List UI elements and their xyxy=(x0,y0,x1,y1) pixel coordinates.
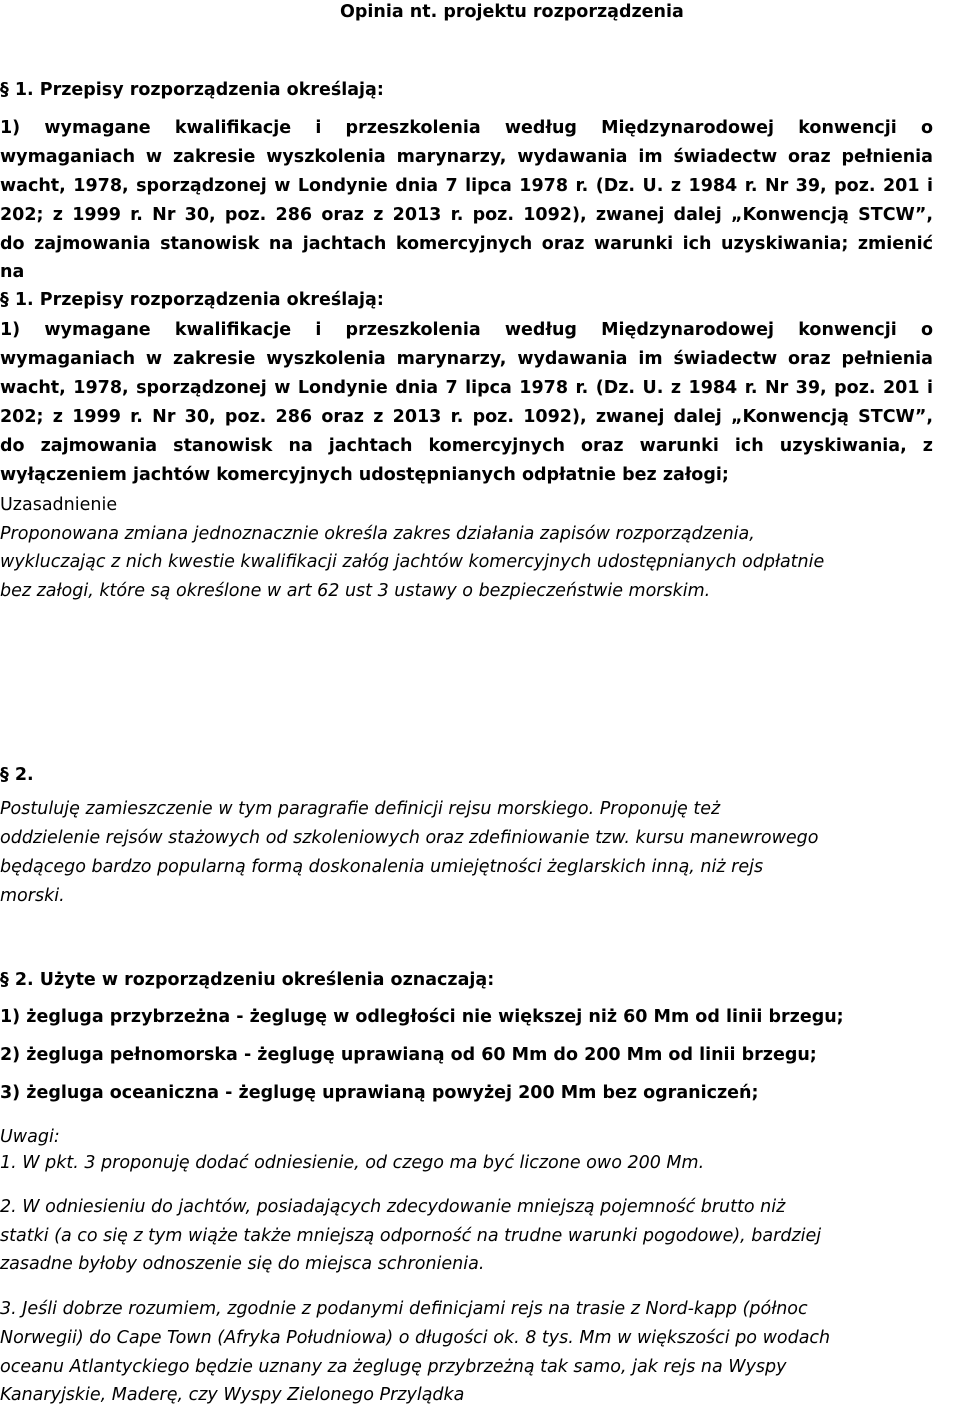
section-heading: § 2. xyxy=(0,765,34,785)
section-heading: § 2. Użyte w rozporządzeniu określenia oznaczają: xyxy=(0,970,495,990)
remark-2-line: statki (a co się z tym wiąże także mniejszą odporność na trudne warunki pogodowe), bardziej xyxy=(0,1226,822,1246)
comment-line: Postuluję zamieszczenie w tym paragrafie definicji rejsu morskiego. Proponuję też xyxy=(0,799,721,819)
paragraph-line: 1) wymagane kwalifikacje i przeszkolenia według Międzynarodowej konwencji o xyxy=(0,118,933,138)
remark-2-line: zasadne byłoby odnoszenie się do miejsca schronienia. xyxy=(0,1254,485,1274)
remark-3-line: oceanu Atlantyckiego będzie uznany za żeglugę przybrzeżną tak samo, jak rejs na Wyspy xyxy=(0,1357,787,1377)
paragraph-line: wymaganiach w zakresie wyszkolenia marynarzy, wydawania im świadectw oraz pełnienia xyxy=(0,349,933,369)
section-heading: § 1. Przepisy rozporządzenia określają: xyxy=(0,80,384,100)
remark-3-line: 3. Jeśli dobrze rozumiem, zgodnie z podanymi definicjami rejs na trasie z Nord-kapp (północ xyxy=(0,1299,808,1319)
definition-item: 1) żegluga przybrzeżna - żeglugę w odległości nie większej niż 60 Mm od linii brzegu; xyxy=(0,1007,844,1027)
remarks-label: Uwagi: xyxy=(0,1127,60,1147)
remark-2-line: 2. W odniesieniu do jachtów, posiadających zdecydowanie mniejszą pojemność brutto niż xyxy=(0,1197,786,1217)
definition-item: 3) żegluga oceaniczna - żeglugę uprawianą powyżej 200 Mm bez ograniczeń; xyxy=(0,1083,759,1103)
remark-3-line: Norwegii) do Cape Town (Afryka Południowa) o długości ok. 8 tys. Mm w większości po wodach xyxy=(0,1328,831,1348)
paragraph-line: 202; z 1999 r. Nr 30, poz. 286 oraz z 2013 r. poz. 1092), zwanej dalej „Konwencją STCW”, xyxy=(0,407,933,427)
justification-line: Proponowana zmiana jednoznacznie określa zakres działania zapisów rozporządzenia, xyxy=(0,524,755,544)
paragraph-line: 1) wymagane kwalifikacje i przeszkolenia według Międzynarodowej konwencji o xyxy=(0,320,933,340)
comment-line: będącego bardzo popularną formą doskonalenia umiejętności żeglarskich inną, niż rejs xyxy=(0,857,764,877)
justification-line: wykluczając z nich kwestie kwalifikacji załóg jachtów komercyjnych udostępnianych odpłatnie xyxy=(0,552,825,572)
remark-3-line: Kanaryjskie, Maderę, czy Wyspy Zielonego Przylądka xyxy=(0,1385,465,1405)
paragraph-line: do zajmowania stanowisk na jachtach komercyjnych oraz warunki ich uzyskiwania; zmienić xyxy=(0,234,933,254)
justification-label: Uzasadnienie xyxy=(0,495,118,515)
comment-line: morski. xyxy=(0,886,65,906)
paragraph-line: wacht, 1978, sporządzonej w Londynie dnia 7 lipca 1978 r. (Dz. U. z 1984 r. Nr 39, poz. 201 i xyxy=(0,176,933,196)
definition-item: 2) żegluga pełnomorska - żeglugę uprawianą od 60 Mm do 200 Mm od linii brzegu; xyxy=(0,1045,817,1065)
document-title: Opinia nt. projektu rozporządzenia xyxy=(340,2,684,22)
paragraph-line: na xyxy=(0,262,25,282)
comment-line: oddzielenie rejsów stażowych od szkoleniowych oraz zdefiniowanie tzw. kursu manewrowego xyxy=(0,828,819,848)
paragraph-line: do zajmowania stanowisk na jachtach komercyjnych oraz warunki ich uzyskiwania, z xyxy=(0,436,933,456)
section-heading: § 1. Przepisy rozporządzenia określają: xyxy=(0,290,384,310)
paragraph-line: 202; z 1999 r. Nr 30, poz. 286 oraz z 2013 r. poz. 1092), zwanej dalej „Konwencją STCW”, xyxy=(0,205,933,225)
justification-line: bez załogi, które są określone w art 62 ust 3 ustawy o bezpieczeństwie morskim. xyxy=(0,581,711,601)
paragraph-line: wymaganiach w zakresie wyszkolenia marynarzy, wydawania im świadectw oraz pełnienia xyxy=(0,147,933,167)
paragraph-line: wyłączeniem jachtów komercyjnych udostępnianych odpłatnie bez załogi; xyxy=(0,465,729,485)
paragraph-line: wacht, 1978, sporządzonej w Londynie dnia 7 lipca 1978 r. (Dz. U. z 1984 r. Nr 39, poz. 201 i xyxy=(0,378,933,398)
remark-1: 1. W pkt. 3 proponuję dodać odniesienie, od czego ma być liczone owo 200 Mm. xyxy=(0,1153,705,1173)
